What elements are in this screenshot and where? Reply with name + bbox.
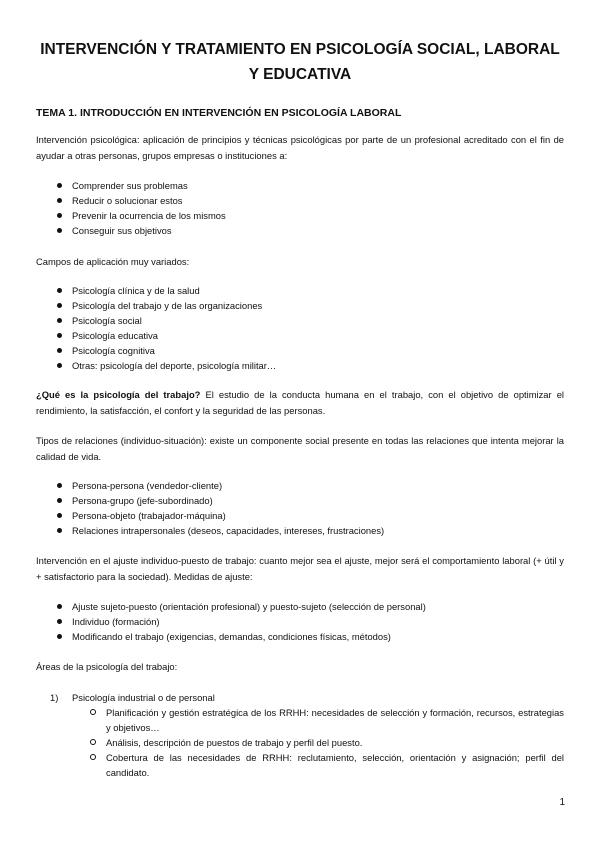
list-item: Comprender sus problemas: [56, 178, 226, 193]
page-number: 1: [559, 797, 565, 808]
list-item: Persona-grupo (jefe-subordinado): [56, 493, 384, 508]
list-item: Psicología educativa: [56, 328, 276, 343]
list-item: Relaciones intrapersonales (deseos, capacidades, intereses, frustraciones): [56, 523, 384, 538]
relations-paragraph: Tipos de relaciones (individuo-situación): existe un componente social presente en todas las relaciones que intenta mejorar la calidad de vida.: [36, 435, 564, 462]
list-item: Individuo (formación): [56, 614, 426, 629]
adjustment-bullet-list: [56, 599, 426, 644]
list-item: Prevenir la ocurrencia de los mismos: [56, 208, 226, 223]
sub-list-item: Cobertura de las necesidades de RRHH: reclutamiento, selección, orientación y asignación; perfil del candidato.: [90, 750, 564, 780]
intro-bullet-list: [56, 178, 226, 238]
sub-list-item: Análisis, descripción de puestos de trabajo y perfil del puesto.: [90, 735, 564, 750]
document-title: INTERVENCIÓN Y TRATAMIENTO EN PSICOLOGÍA SOCIAL, LABORAL Y EDUCATIVA: [40, 41, 560, 83]
list-item: Reducir o solucionar estos: [56, 193, 226, 208]
list-item: Otras: psicología del deporte, psicología militar…: [56, 358, 276, 373]
list-item: Persona-persona (vendedor-cliente): [56, 478, 384, 493]
list-number: 1): [50, 692, 59, 703]
list-item: Psicología del trabajo y de las organizaciones: [56, 298, 276, 313]
areas-paragraph: Áreas de la psicología del trabajo:: [36, 661, 178, 672]
relations-bullet-list: [56, 478, 384, 538]
sub-list-item: Planificación y gestión estratégica de los RRHH: necesidades de selección y formación, recursos, estrategias y objetivos…: [90, 705, 564, 735]
fields-paragraph: Campos de aplicación muy variados:: [36, 256, 190, 267]
work-psychology-paragraph: [36, 387, 564, 419]
list-item: Psicología social: [56, 313, 276, 328]
intro-paragraph: Intervención psicológica: aplicación de principios y técnicas psicológicas por parte de un profesional acreditado con el fin de ayudar a otras personas, grupos empresas o instituciones a:: [36, 134, 564, 161]
list-item: Persona-objeto (trabajador-máquina): [56, 508, 384, 523]
list-item: Psicología cognitiva: [56, 343, 276, 358]
section-heading: TEMA 1. INTRODUCCIÓN EN INTERVENCIÓN EN PSICOLOGÍA LABORAL: [36, 107, 402, 119]
list-item-label: Psicología industrial o de personal: [72, 692, 215, 703]
areas-sub-list: [90, 705, 564, 780]
list-item: Psicología clínica y de la salud: [56, 283, 276, 298]
list-item: Conseguir sus objetivos: [56, 223, 226, 238]
work-psychology-question: ¿Qué es la psicología del trabajo?: [36, 389, 201, 400]
adjustment-paragraph: Intervención en el ajuste individuo-puesto de trabajo: cuanto mejor sea el ajuste, mejor será el comportamiento laboral (+ útil y + satisfactorio para la sociedad). Medidas de ajuste:: [36, 555, 564, 582]
fields-bullet-list: [56, 283, 276, 373]
work-psychology-answer: El estudio de la conducta humana en el trabajo, con el objetivo de optimizar el rendimiento, la satisfacción, el confort y la seguridad de las personas.: [36, 389, 565, 416]
list-item: Modificando el trabajo (exigencias, demandas, condiciones físicas, métodos): [56, 629, 426, 644]
list-item: Ajuste sujeto-puesto (orientación profesional) y puesto-sujeto (selección de personal): [56, 599, 426, 614]
